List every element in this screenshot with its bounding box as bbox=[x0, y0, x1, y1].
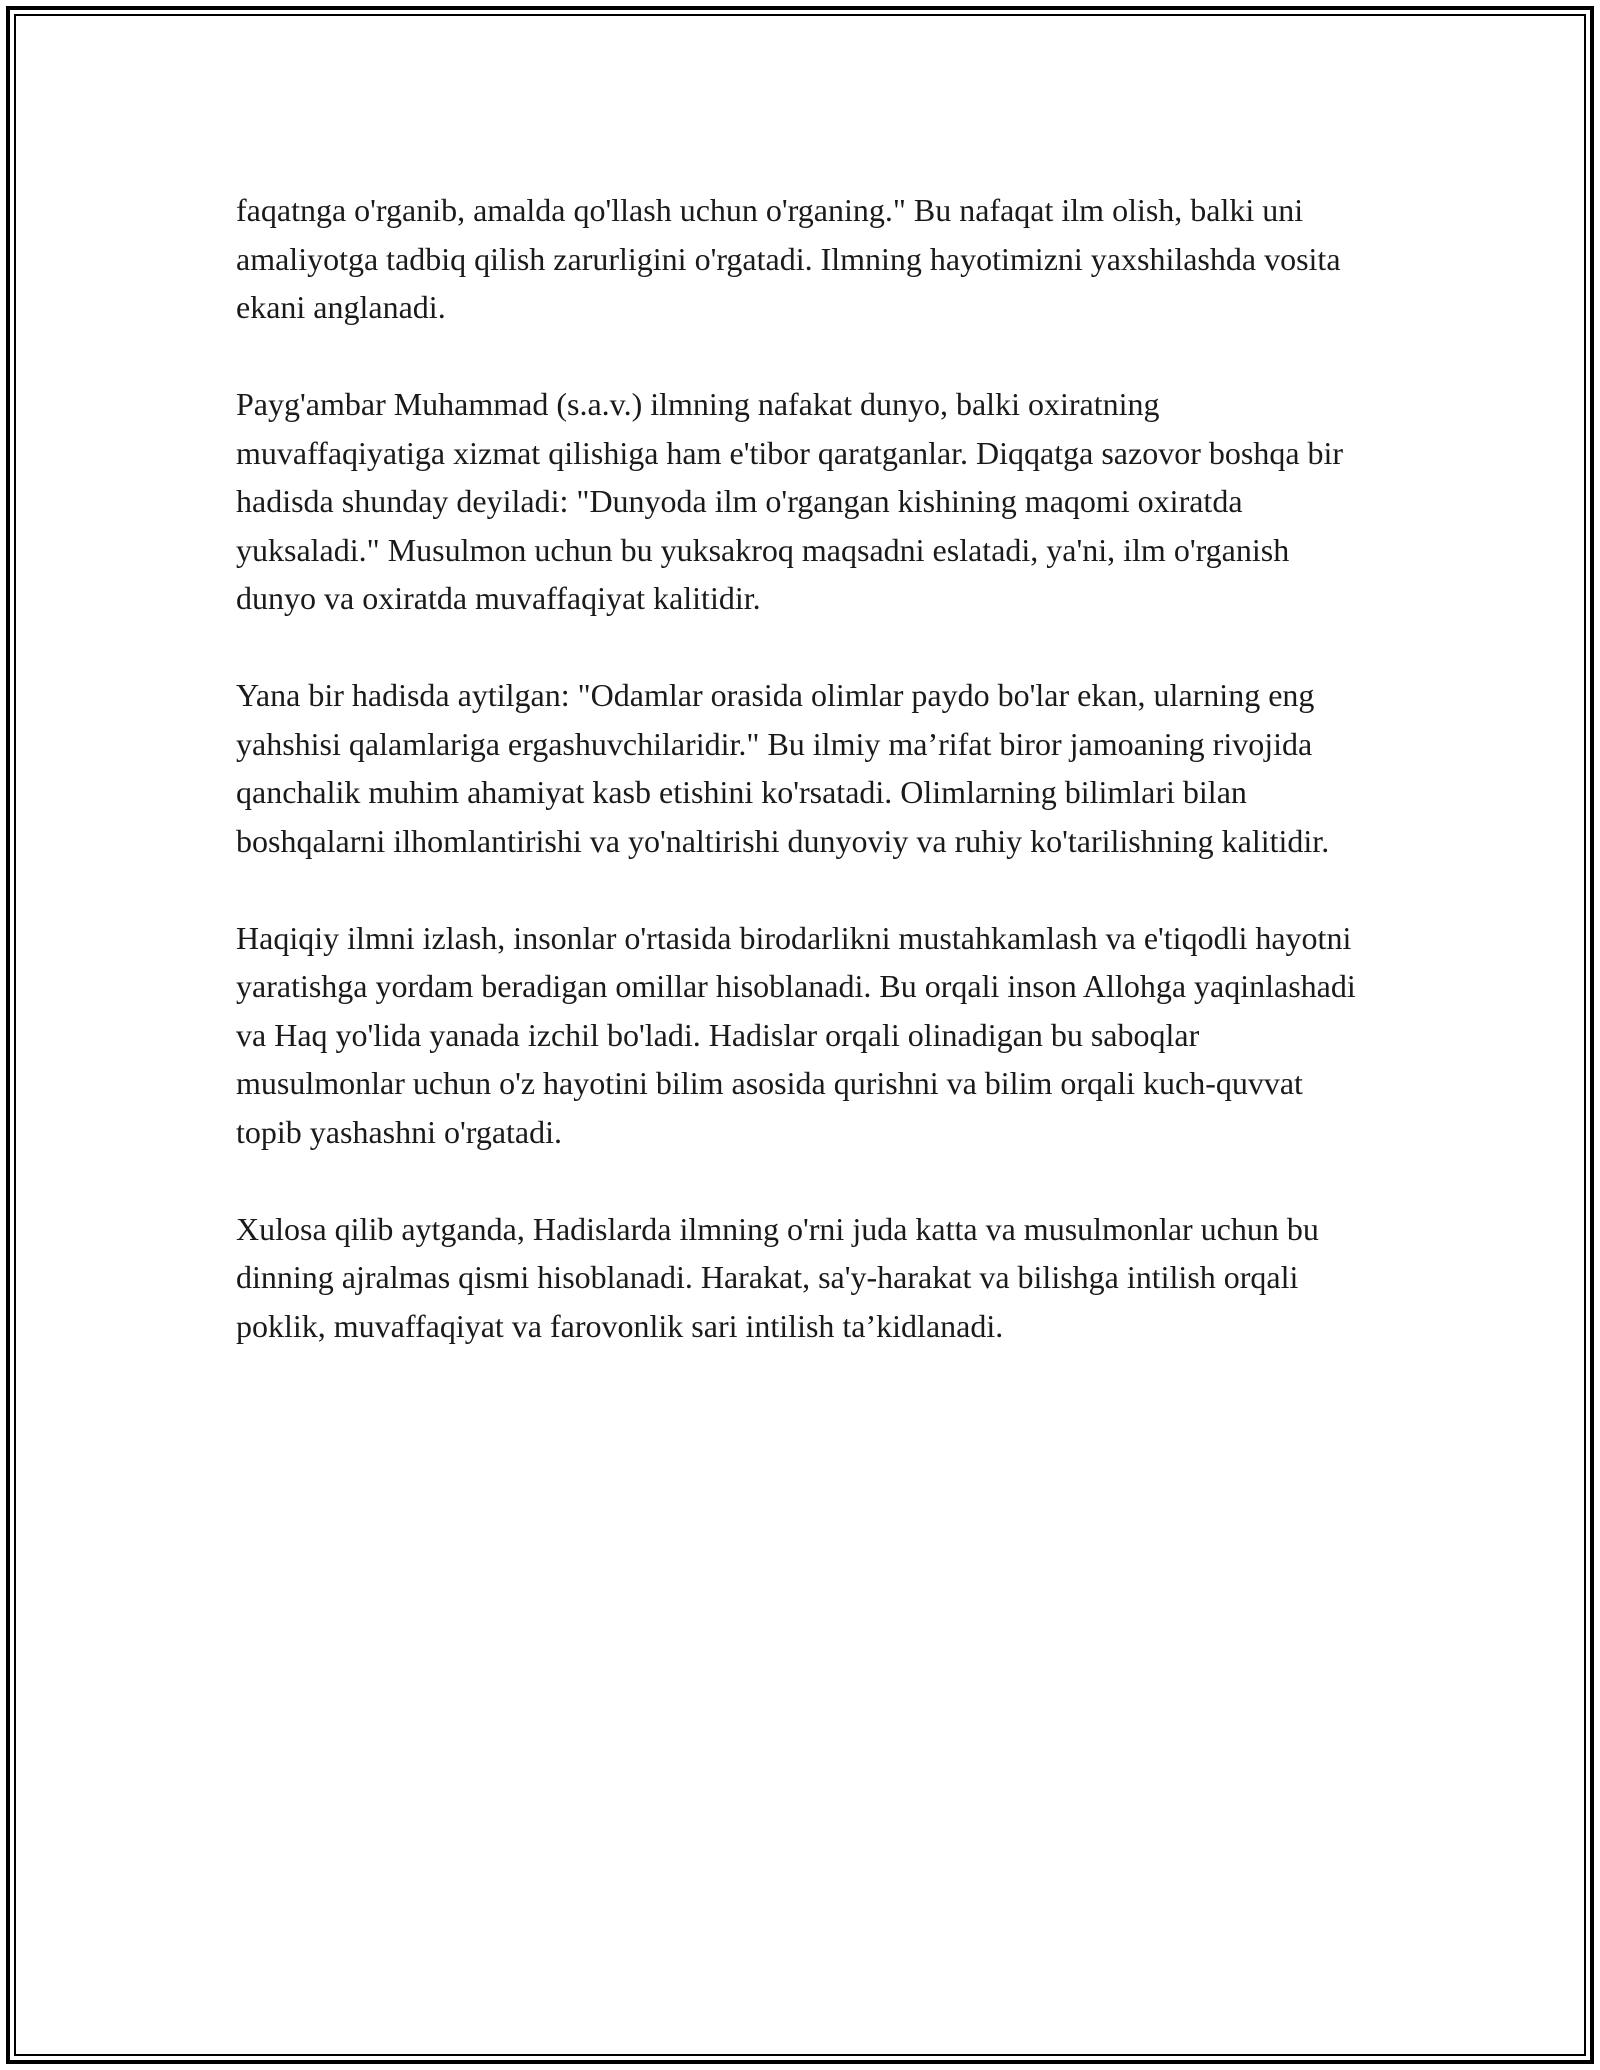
paragraph: Xulosa qilib aytganda, Hadislarda ilmning o'rni juda katta va musulmonlar uchun bu dinning ajralmas qismi hisoblanadi. Harakat, sa'y-harakat va bilishga intilish orqali poklik, muvaffaqiyat va farovonlik sari intilish ta’kidlanadi. bbox=[236, 1210, 1319, 1344]
paragraph: faqatnga o'rganib, amalda qo'llash uchun o'rganing." Bu nafaqat ilm olish, balki uni amaliyotga tadbiq qilish zarurligini o'rgatadi. Ilmning hayotimizni yaxshilashda vosita ekani anglanadi. bbox=[236, 192, 1341, 325]
document-body bbox=[236, 186, 1366, 1399]
paragraph: Payg'ambar Muhammad (s.a.v.) ilmning nafakat dunyo, balki oxiratning muvaffaqiyatiga xizmat qilishiga ham e'tibor qaratganlar. Diqqatga sazovor boshqa bir hadisda shunday deyiladi: "Dunyoda ilm o'rgangan kishining maqomi oxiratda yuksaladi." Musulmon uchun bu yuksakroq maqsadni eslatadi, ya'ni, ilm o'rganish dunyo va oxiratda muvaffaqiyat kalitidir. bbox=[236, 386, 1344, 616]
paragraph: Haqiqiy ilmni izlash, insonlar o'rtasida birodarlikni mustahkamlash va e'tiqodli hayotni yaratishga yordam beradigan omillar hisoblanadi. Bu orqali inson Allohga yaqinlashadi va Haq yo'lida yanada izchil bo'ladi. Hadislar orqali olinadigan bu saboqlar musulmonlar uchun o'z hayotini bilim asosida qurishni va bilim orqali kuch-quvvat topib yashashni o'rgatadi. bbox=[236, 919, 1356, 1150]
paragraph: Yana bir hadisda aytilgan: "Odamlar orasida olimlar paydo bo'lar ekan, ularning eng yahshisi qalamlariga ergashuvchilaridir." Bu ilmiy ma’rifat biror jamoaning rivojida qanchalik muhim ahamiyat kasb etishini ko'rsatadi. Olimlarning bilimlari bilan boshqalarni ilhomlantirishi va yo'naltirishi dunyoviy va ruhiy ko'tarilishning kalitidir. bbox=[236, 677, 1330, 859]
